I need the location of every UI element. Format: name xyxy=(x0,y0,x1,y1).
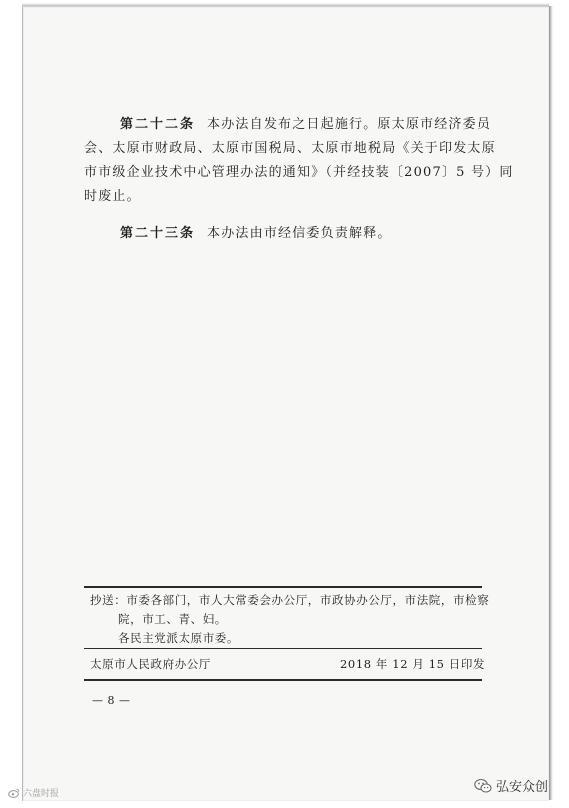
copy-to-label: 抄送： xyxy=(90,593,127,607)
article-22-line-3: 市市级企业技术中心管理办法的通知》（并经技装〔2007〕5 号）同 xyxy=(84,165,514,180)
weibo-icon xyxy=(8,788,20,798)
copy-to-recipients: 市委各部门，市人大常委会办公厅，市政协办公厅，市法院，市检察 xyxy=(126,593,490,607)
issue-date: 2018 年 12 月 15 日印发 xyxy=(340,657,486,671)
watermark-right xyxy=(474,776,548,795)
article-22-text: 本办法自发布之日起施行。原太原市经济委员 xyxy=(207,117,492,132)
copy-to-block xyxy=(90,591,490,648)
copy-to-line-2: 院，市工、青、妇。 xyxy=(118,612,227,626)
issuer-bottom-rule xyxy=(84,679,482,681)
article-22-first-line xyxy=(120,113,520,137)
wechat-icon xyxy=(474,778,492,794)
copy-to-line-3: 各民主党派太原市委。 xyxy=(118,631,239,645)
issuer-name: 太原市人民政府办公厅 xyxy=(90,657,211,671)
watermark-left-text: 六盘时报 xyxy=(23,789,60,799)
article-22-line-2: 会、太原市财政局、太原市国税局、太原市地税局《关于印发太原 xyxy=(84,141,496,156)
article-23 xyxy=(120,222,520,246)
article-22-line-4: 时废止。 xyxy=(84,189,141,204)
article-23-text: 本办法由市经信委负责解释。 xyxy=(207,226,392,241)
article-23-number: 第二十三条 xyxy=(120,226,196,241)
article-22-number: 第二十二条 xyxy=(120,117,196,132)
scan-right-shadow xyxy=(549,6,553,800)
watermark-right-text: 弘安众创 xyxy=(496,780,549,795)
copy-to-top-rule xyxy=(84,586,482,588)
page-number: — 8 — xyxy=(92,694,131,707)
copy-to-line-1 xyxy=(90,591,490,610)
watermark-left xyxy=(8,786,59,799)
copy-to-bottom-rule xyxy=(84,648,482,649)
